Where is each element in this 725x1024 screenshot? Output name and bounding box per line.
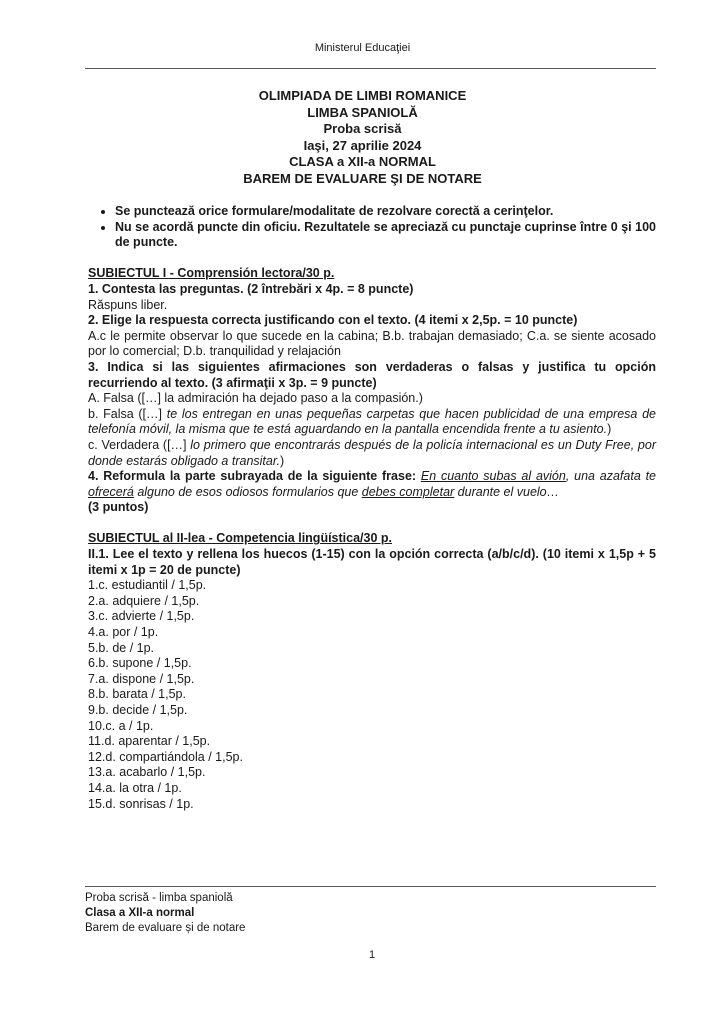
answer-line bbox=[88, 641, 656, 657]
title-block bbox=[0, 88, 725, 187]
answer-line bbox=[88, 750, 656, 766]
task-II-1 bbox=[88, 547, 656, 578]
answer-line bbox=[88, 594, 656, 610]
text-segment: 3.c. advierte / 1,5p. bbox=[88, 609, 195, 624]
answer-line bbox=[88, 672, 656, 688]
text-segment: 11.d. aparentar / 1,5p. bbox=[88, 734, 211, 749]
text-segment: debes completar bbox=[361, 484, 455, 499]
text-segment: 3. Indica si las siguientes afirmaciones son verdaderas o falsas y justifica tu opción recurriendo al texto. (3 afirmaţii x 3p. = 9 puncte) bbox=[88, 359, 656, 390]
text-segment: durante el vuelo… bbox=[454, 484, 560, 499]
text-segment: Răspuns liber. bbox=[88, 297, 168, 312]
footer-line: Clasa a XII-a normal bbox=[85, 907, 195, 919]
footer-line: Proba scrisă - limba spaniolă bbox=[85, 892, 233, 904]
text-segment: , una azafata te bbox=[565, 469, 656, 484]
text-segment: 5.b. de / 1p. bbox=[88, 640, 155, 655]
document-body bbox=[88, 266, 656, 812]
text-segment: 8.b. barata / 1,5p. bbox=[88, 687, 186, 702]
answer-line bbox=[88, 765, 656, 781]
answer-line bbox=[88, 578, 656, 594]
answer-line bbox=[88, 797, 656, 813]
text-segment: 2. Elige la respuesta correcta justificando con el texto. (4 itemi x 2,5p. = 10 puncte) bbox=[88, 313, 578, 328]
text-segment: c. Verdadera ([…] bbox=[88, 437, 191, 452]
text-segment: 12.d. compartiándola / 1,5p. bbox=[88, 749, 243, 764]
answer-line bbox=[88, 734, 656, 750]
answer-line bbox=[88, 703, 656, 719]
task-4-points bbox=[88, 500, 656, 516]
text-segment: II.1. Lee el texto y rellena los huecos (1-15) con la opción correcta (a/b/c/d). (10 itemi x 1,5p + 5 itemi x 1p = 20 de puncte) bbox=[88, 547, 656, 577]
text-segment: 14.a. la otra / 1p. bbox=[88, 780, 182, 795]
title-line: Iaşi, 27 aprilie 2024 bbox=[303, 137, 422, 153]
text-segment: SUBIECTUL al II-lea - Competencia lingüística/30 p. bbox=[88, 531, 393, 546]
text-segment: 6.b. supone / 1,5p. bbox=[88, 656, 192, 671]
text-segment: A.c le permite observar lo que sucede en la cabina; B.b. trabajan demasiado; C.a. se siente acosado por lo comercial; D.b. tranquilidad y relajación bbox=[88, 328, 656, 359]
answer-line bbox=[88, 687, 656, 703]
text-segment: ) bbox=[280, 453, 285, 468]
answer-line bbox=[88, 625, 656, 641]
text-segment: 10.c. a / 1p. bbox=[88, 718, 154, 733]
text-segment: (3 puntos) bbox=[88, 500, 149, 515]
text-segment: b. Falsa ([…] bbox=[88, 406, 167, 421]
text-segment: alguno de esos odiosos formularios que bbox=[133, 484, 362, 499]
notes-list bbox=[88, 204, 656, 251]
ministry-header: Ministerul Educaţiei bbox=[314, 42, 411, 54]
title-line: Proba scrisă bbox=[323, 121, 402, 136]
text-segment: te los entregan en unas pequeñas carpetas que hacen publicidad de una empresa de telefonía móvil, la misma que te está aguardando en la pantalla encendida frente a tu asiento. bbox=[88, 406, 656, 437]
note-item: • Nu se acordă puncte din oficiu. Rezultatele se apreciază cu punctaje cuprinse între 0 şi 100 de puncte. bbox=[115, 220, 656, 251]
answer-line bbox=[88, 781, 656, 797]
text-segment: 15.d. sonrisas / 1p. bbox=[88, 796, 194, 811]
footer-line: Barem de evaluare și de notare bbox=[85, 922, 246, 934]
title-line: LIMBA SPANIOLĂ bbox=[307, 104, 418, 120]
answer-line bbox=[88, 609, 656, 625]
answer-line bbox=[88, 719, 656, 735]
footer-lines bbox=[85, 891, 656, 936]
answer-task-3-a bbox=[88, 391, 656, 407]
task-1 bbox=[88, 282, 656, 298]
title-line: OLIMPIADA DE LIMBI ROMANICE bbox=[258, 88, 467, 103]
text-segment: ofrecerá bbox=[88, 484, 134, 499]
answer-task-3-b bbox=[88, 407, 656, 438]
title-line: CLASA a XII-a NORMAL bbox=[289, 154, 436, 169]
answer-free bbox=[88, 298, 656, 314]
text-segment: lo primero que encontrarás después de la policía internacional es un Duty Free, por donde estarás obligado a transitar. bbox=[88, 437, 656, 468]
answer-line bbox=[88, 656, 656, 672]
text-segment: A. Falsa ([…] la admiración ha dejado paso a la compasión.) bbox=[88, 391, 423, 406]
task-2 bbox=[88, 313, 656, 329]
page-number: 1 bbox=[368, 949, 376, 961]
section-heading-2 bbox=[88, 531, 656, 547]
title-line: BAREM DE EVALUARE ŞI DE NOTARE bbox=[243, 170, 482, 186]
task-4 bbox=[88, 469, 656, 500]
text-segment: 7.a. dispone / 1,5p. bbox=[88, 671, 195, 686]
note-item: • Se punctează orice formulare/modalitate de rezolvare corectă a cerinţelor. bbox=[115, 204, 656, 220]
answer-task-2 bbox=[88, 329, 656, 360]
text-segment: 1.c. estudiantil / 1,5p. bbox=[88, 578, 207, 593]
text-segment: SUBIECTUL I - Comprensión lectora/30 p. bbox=[88, 266, 335, 281]
task-3 bbox=[88, 360, 656, 391]
text-segment: 2.a. adquiere / 1,5p. bbox=[88, 593, 200, 608]
text-segment: 1. Contesta las preguntas. (2 întrebări x 4p. = 8 puncte) bbox=[88, 281, 414, 296]
text-segment: 4.a. por / 1p. bbox=[88, 625, 159, 640]
text-segment: En cuanto subas al avión bbox=[420, 469, 566, 484]
footer bbox=[85, 886, 656, 936]
section-heading-1 bbox=[88, 266, 656, 282]
header-rule bbox=[85, 68, 656, 69]
text-segment: 4. Reformula la parte subrayada de la siguiente frase: bbox=[88, 469, 421, 484]
text-segment: 13.a. acabarlo / 1,5p. bbox=[88, 765, 206, 780]
text-segment: 9.b. decide / 1,5p. bbox=[88, 703, 188, 717]
answer-task-3-c bbox=[88, 438, 656, 469]
text-segment: ) bbox=[607, 422, 612, 437]
